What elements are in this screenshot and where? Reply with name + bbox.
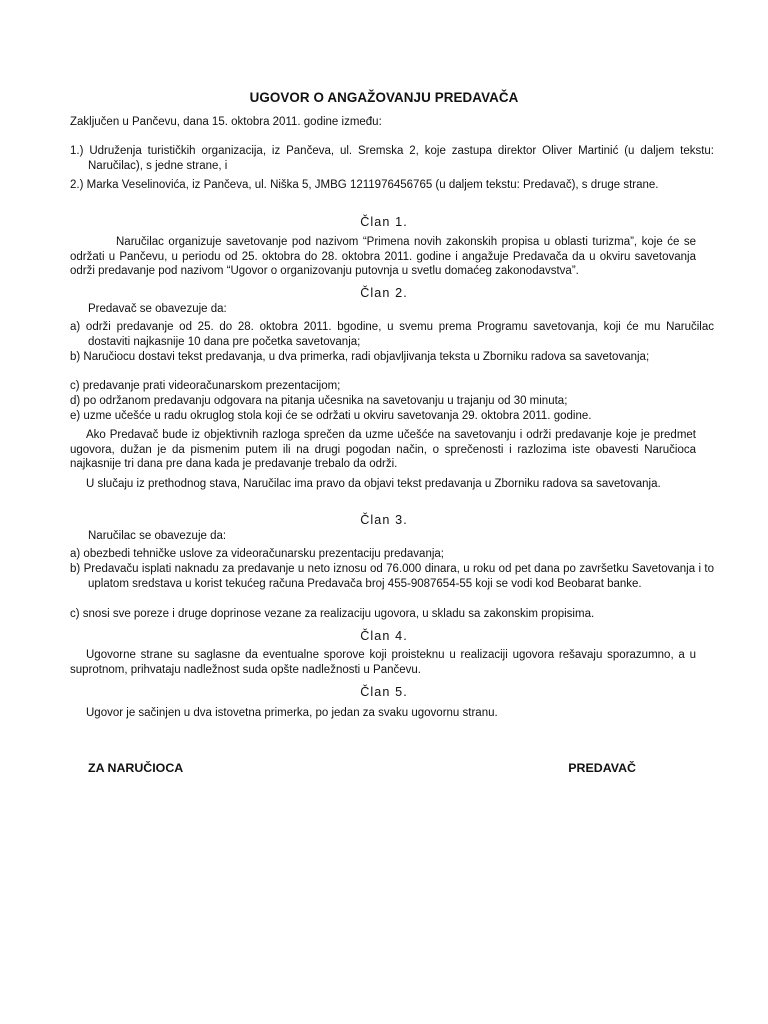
article-3-lead: Naručilac se obavezuje da: [88, 530, 227, 542]
article-3-item-b: b) Predavaču isplati naknadu za predavanje u neto iznosu od 76.000 dinara, u roku od pet dana po završetku Savetovanja i to uplatom sredstava u korist tekućeg računa Predavača broj 455-9087654-55 koji se vodi kod Beobarat banke. [70, 563, 714, 590]
article-2-item-d: d) po održanom predavanju odgovara na pitanja učesnika na savetovanju u trajanju od 30 minuta; [70, 395, 568, 407]
article-2-heading: Član 2. [360, 286, 408, 300]
article-1-heading: Član 1. [360, 215, 408, 229]
article-2-item-c: c) predavanje prati videoračunarskom prezentacijom; [70, 380, 341, 392]
intro-line: Zaključen u Pančevu, dana 15. oktobra 2011. godine između: [70, 116, 382, 128]
signature-label-client: ZA NARUČIOCA [88, 761, 184, 775]
document-title: UGOVOR O ANGAŽOVANJU PREDAVAČA [249, 90, 519, 105]
article-3-heading: Član 3. [360, 513, 408, 527]
signature-label-lecturer: PREDAVAČ [568, 761, 636, 775]
article-4-text: Ugovorne strane su saglasne da eventualne sporove koji proisteknu u realizaciji ugovora rešavaju sporazumno, a u suprotnom, prihvataju nadležnost suda opšte nadležnosti u Pančevu. [70, 649, 696, 676]
article-3-item-a: a) obezbedi tehničke uslove za videoračunarsku prezentaciju predavanja; [70, 548, 444, 560]
article-2-item-b: b) Naručiocu dostavi tekst predavanja, u dva primerka, radi objavljivanja teksta u Zborniku radova sa savetovanja; [70, 351, 650, 363]
article-4-heading: Član 4. [360, 629, 408, 643]
article-2-item-e: e) uzme učešće u radu okruglog stola koji će se održati u okviru savetovanja 29. oktobra 2011. godine. [70, 410, 592, 422]
article-2-paragraph-2: U slučaju iz prethodnog stava, Naručilac ima pravo da objavi tekst predavanja u Zborniku radova sa savetovanja. [86, 478, 661, 490]
article-2-paragraph-1: Ako Predavač bude iz objektivnih razloga sprečen da uzme učešće na savetovanju i održi predavanje koje je predmet ugovora, dužan je da pismenim putem ili na drugi pogodan način, o sprečenosti i razlozima iste obavesti Naručioca najkasnije tri dana pre dana kada je predavanje trebalo da održi. [70, 429, 696, 471]
article-2-lead: Predavač se obavezuje da: [88, 303, 227, 315]
article-1-text: Naručilac organizuje savetovanje pod nazivom “Primena novih zakonskih propisa u oblasti turizma”, koje će se održati u Pančevu, u periodu od 25. oktobra do 28. oktobra 2011. godine i angažuje Predavača da u okviru savetovanja održi predavanje pod nazivom “Ugovor o organizovanju putovnja u svetlu domaćeg zakonodavstva”. [70, 236, 696, 278]
article-5-heading: Član 5. [360, 685, 408, 699]
article-5-text: Ugovor je sačinjen u dva istovetna primerka, po jedan za svaku ugovornu stranu. [86, 707, 498, 719]
party-1: 1.) Udruženja turističkih organizacija, iz Pančeva, ul. Sremska 2, koje zastupa direktor Oliver Martinić (u daljem tekstu: Naručilac), s jedne strane, i [70, 145, 714, 172]
article-2-item-a: a) održi predavanje od 25. do 28. oktobra 2011. bgodine, u svemu prema Programu savetovanja, koji će mu Naručilac dostaviti najkasnije 10 dana pre početka savetovanja; [70, 321, 714, 348]
party-2: 2.) Marka Veselinovića, iz Pančeva, ul. Niška 5, JMBG 1211976456765 (u daljem tekstu: Predavač), s druge strane. [70, 179, 659, 191]
article-3-item-c: c) snosi sve poreze i druge doprinose vezane za realizaciju ugovora, u skladu sa zakonskim propisima. [70, 608, 595, 620]
